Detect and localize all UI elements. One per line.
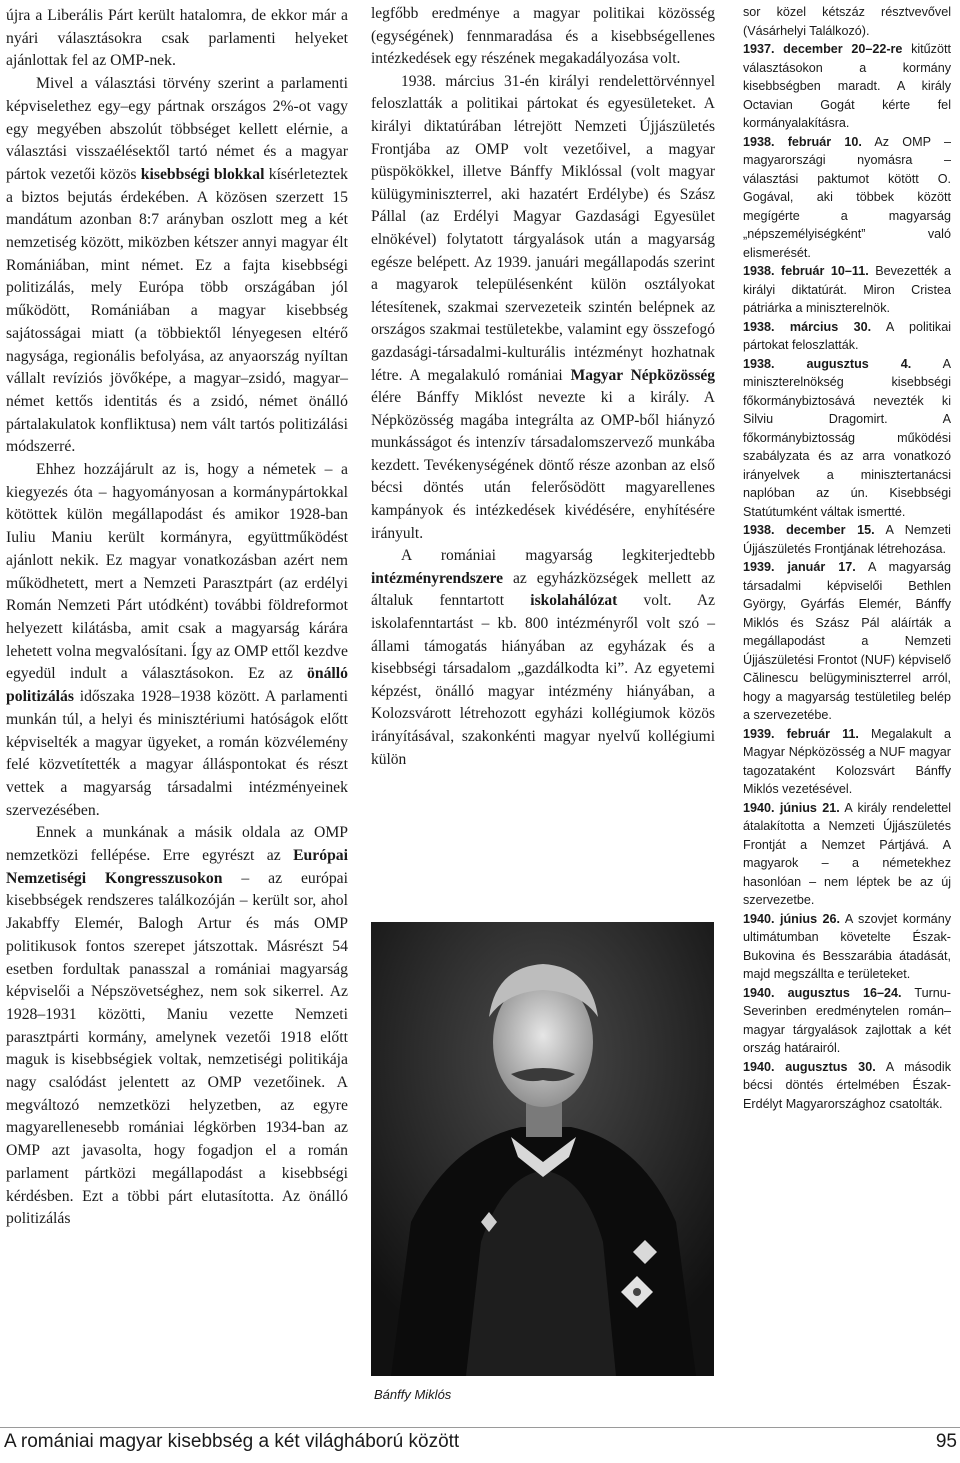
photo-caption: Bánffy Miklós — [374, 1387, 452, 1402]
timeline-date: 1940. augusztus 16–24. — [743, 985, 902, 1000]
paragraph: Mivel a választási törvény szerint a parlamenti képviselethez egy–egy pártnak országos 2%-ot vagy egy megyében abszolút többséget kellett elérnie, a választási visszaélésektől tartó német és a magyar pártok vezetői közös kisebbségi blokkal kísérleteztek a biztos bejutás érdekében. A közösen szerzett 15 mandátum azonban 8:7 arányban oszlott meg a két nemzetiség között, miközben kétszer annyi magyar élt Romániában, mint német. Ez a fajta kisebbségi politizálás, mely Európa több országában jól működött, Romániában a magyar kisebbség sajátosságai miatt (a többiektől lényegesen eltérő nagysága, regionális befolyása, az anyaország nyíltan vállalt revíziós jövőképe, a magyar–zsidó, magyar–német kettős identitás és a zsidó, német önálló pártalakulatok konfliktusa) nem vált tartós politizálási módszerré. — [6, 75, 348, 456]
timeline-date: 1938. december 15. — [743, 523, 875, 537]
timeline-text: A politikai pártokat feloszlatták. — [743, 319, 951, 352]
bold-term: iskolahálózat — [530, 592, 618, 610]
timeline-entry — [743, 262, 951, 318]
column-1 — [6, 5, 348, 1231]
portrait-illustration — [371, 922, 714, 1376]
timeline-entry — [743, 799, 951, 910]
timeline-entry — [743, 558, 951, 725]
timeline-entry — [743, 910, 951, 984]
timeline-date: 1937. december 20–22-re — [743, 42, 903, 56]
timeline-date: 1939. január 17. — [743, 560, 856, 574]
bold-term: kisebbségi blokkal — [140, 165, 265, 183]
timeline-text: Bevezették a királyi diktatúrát. Miron Cristea pátriárka a miniszterelnök. — [743, 264, 951, 315]
timeline-text: Megalakult a Magyar Népközösség a NUF magyar tagozataként Kolozsvárt Bánffy Miklós vezetésével. — [743, 726, 951, 796]
paragraph: A romániai magyarság legkiterjedtebb intézményrendszere az egyházközségek mellett az általuk fenntartott iskolahálózat volt. Az iskolafenntartást – kb. 800 intézményről volt szó – állami támogatás hiányában az egyházak és a kisebbségi társadalom „gazdálkodta ki”. Az egyetemi képzést, önálló magyar intézmény hiányában, a Kolozsvárott létrehozott egyházi kollégiumok közös irányításával, szakonkénti magyar nyelvű kollégiumi külön — [371, 547, 715, 768]
page-number: 95 — [935, 1431, 957, 1452]
timeline-text: sor közel kétszáz résztvevővel (Vásárhelyi Találkozó). — [743, 5, 951, 38]
timeline-date: 1940. június 21. — [743, 800, 840, 815]
timeline-entry — [743, 521, 951, 558]
timeline-entry — [743, 3, 951, 40]
timeline-text: A miniszterelnökség kisebbségi főkormánybiztosává nevezték ki Silviu Dragomirt. A főkormánybiztosság működési szabályzata és az arra vonatkozó irányelvek a minisztertanácsi naplóban az ún. Kisebbségi Statútumként váltak ismertté. — [743, 356, 951, 519]
footer-divider — [0, 1427, 960, 1428]
timeline-date: 1939. február 11. — [743, 726, 859, 741]
timeline-text: A második bécsi döntés értelmében Észak-Erdélyt Magyarországhoz csatolták. — [743, 1059, 952, 1111]
timeline-date: 1938. február 10. — [743, 134, 862, 149]
timeline-text: A szovjet kormány ultimátumban követelte Észak-Bukovina és Besszarábia átadását, majd megszállta e területeket. — [743, 911, 951, 981]
timeline-date: 1938. március 30. — [743, 319, 872, 334]
timeline-entry — [743, 1058, 951, 1114]
timeline-entry — [743, 318, 951, 355]
timeline-entry — [743, 355, 951, 522]
paragraph: újra a Liberális Párt került hatalomra, de ekkor már a nyári választásokra csak parlamenti helyeket ajánlottak fel az OMP-nek. — [6, 7, 348, 70]
timeline-date: 1938. február 10–11. — [743, 264, 869, 278]
timeline-text: A király rendelettel átalakította a Nemzeti Újjászületés Frontját a Nemzet Pártjává. A magyarok – a németekhez hasonlóan – nem léptek be az új szervezetbe. — [743, 800, 951, 907]
portrait-photo — [371, 922, 714, 1376]
timeline-text: A Nemzeti Újjászületés Frontjának létrehozása. — [743, 523, 951, 556]
paragraph: Ehhez hozzájárult az is, hogy a németek – a kiegyezés óta – hagyományosan a kormánypártokkal kötöttek külön megállapodást és amikor 1928-ban Iuliu Maniu került kormányra, együttműködést ajánlott nekik. Ez magyar vonatkozásban azért nem működhetett, mert a Nemzeti Parasztpárt (az erdélyi Román Nemzeti Párt utódként) további földreformot helyezett kilátásba, amit csak a magyarság kárára lehetett volna megvalósítani. Így az OMP ettől kezdve egyedül indult a választásokon. Ez az önálló politizálás időszaka 1928–1938 között. A parlamenti munkán túl, a helyi és minisztériumi hatóságok előtt képviselték a magyar ügyeket, a román közvélemény felé közvetítették a magyar álláspontokat és részt vettek a magyarság társadalmi intézményeinek szervezésében. — [6, 461, 348, 819]
paragraph: legfőbb eredménye a magyar politikai közösség (egységének) fennmaradása és a kisebbségellenes intézkedések egy részének megakadályozása volt. — [371, 5, 715, 68]
paragraph: 1938. március 31-én királyi rendelettörvénnyel feloszlatták a politikai pártokat és egyesületeket. A királyi diktatúrában létrejött Nemzeti Újjászületés Frontjába az OMP volt vezetőivel, a magyar püspökökkel, illetve Bánffy Miklóssal (volt magyar külügyminiszterrel, aki hazatért Erdélybe) és Szász Pállal (az Erdélyi Magyar Gazdasági Egyesület elnökével) folytatott tárgyalások után a magyarság egésze belépett. Az 1939. januári megállapodás szerint a magyarok településenként külön osztályokat létesítenek, szakmai szervezeteik szintén belépnek az országos szakmai testületekbe, valamint egy összefogó gazdasági-társadalmi-kulturális intézményt hozhatnak létre. A megalakuló romániai Magyar Népközösség élére Bánffy Miklóst nevezte ki a király. A Népközösség magába integrálta az OMP-ből hiányzó munkásságot és intenzív társadalomszervező munkába kezdett. Tevékenységének döntő része azonban az első bécsi döntés után felerősödött magyarellenes kampányok és intézkedések kivédésére, enyhítésére irányult. — [371, 72, 715, 542]
timeline-text: Az OMP – magyarországi nyomásra – választási paktumot kötött O. Gogával, aki többek között megígérte a magyarság „népszemélyiségként” való elismerését. — [743, 134, 951, 260]
bold-term: Magyar Népközösség — [570, 366, 715, 384]
timeline-text: A magyarság társadalmi képviselői Bethlen György, Gyárfás Elemér, Bánffy Miklós és Szász Pál aláírták a megállapodást a Nemzeti Újjászületési Frontot (NUF) képviselő Călinescu belügyminiszterrel arról, hogy a magyarság testületileg belép a szervezetébe. — [743, 560, 951, 722]
timeline-entry — [743, 40, 951, 133]
column-2 — [371, 3, 715, 771]
timeline-text: kitűzött választásokon a kormány kisebbségben maradt. A király Octavian Gogát kérte fel kormányalakításra. — [743, 42, 951, 130]
timeline-entry — [743, 984, 951, 1058]
timeline-text: Turnu-Severinben eredménytelen román–magyar tárgyalások zajlottak a két ország határairól. — [743, 985, 951, 1055]
timeline-date: 1940. június 26. — [743, 911, 841, 926]
timeline-entry — [743, 725, 951, 799]
timeline-sidebar — [743, 3, 951, 1113]
bold-term: intézményrendszere — [371, 569, 503, 587]
bold-term: Európai Nemzetiségi Kongresszusokon — [6, 847, 348, 887]
timeline-entry — [743, 133, 951, 263]
bold-term: önálló politizálás — [6, 665, 348, 706]
timeline-date: 1940. augusztus 30. — [743, 1059, 876, 1074]
timeline-date: 1938. augusztus 4. — [743, 356, 912, 371]
footer-title: A romániai magyar kisebbség a két világháború között — [4, 1431, 460, 1452]
paragraph: Ennek a munkának a másik oldala az OMP nemzetközi fellépése. Erre egyrészt az Európai Nemzetiségi Kongresszusokon – az európai kisebbségek rendszeres találkozóján – került sor, ahol Jakabffy Elemér, Balogh Artur és más OMP politikusok fontos szerepet játszottak. Másrészt 54 esetben fordultak panasszal a romániai magyarság képviselői a Népszövetséghez, nem sok sikerrel. Az 1928–1931 közötti, Maniu vezette Nemzeti parasztpárti kormány, amelynek vezetői 1918 előtt maguk is kisebbségiek voltak, nemzetiségi politikája nagy csalódást jelentett az OMP vezetőinek. A megváltozó nemzetközi helyzetben, az egyre magyarellenesebb romániai légkörben 1934-ban az OMP azt javasolta, hogy fogadjon el a román parlament pártközi megállapodást a kisebbségi kérdésben. Ezt a többi párt elutasította. Az önálló politizálás — [6, 824, 348, 1228]
